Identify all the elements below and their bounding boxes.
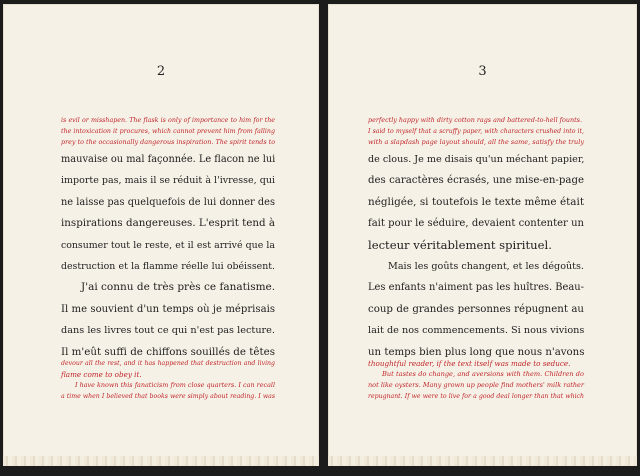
body-line: lait de nos commencements. Si nous vivions xyxy=(368,325,585,337)
right-body-text xyxy=(368,149,584,363)
body-line: négligée, si toutefois le texte même était xyxy=(368,195,584,208)
body-line: ne laisse pas quelquefois de lui donner des xyxy=(61,196,275,208)
translation-line: I have known this fanaticism from close quarters. I can recall xyxy=(75,381,275,389)
body-line: Il m'eût suffi de chiffons souillés de têtes xyxy=(61,345,275,358)
body-line: consumer tout le reste, et il est arrivé que la xyxy=(61,239,275,251)
right-page xyxy=(328,4,637,466)
left-page xyxy=(3,4,319,466)
body-line: importe pas, mais il se réduit à l'ivresse, qui xyxy=(61,175,275,187)
body-line: Mais les goûts changent, et les dégoûts. xyxy=(388,261,584,273)
body-line: Les enfants n'aiment pas les huîtres. Beau- xyxy=(368,282,584,294)
translation-line: not like oysters. Many grown up people find mothers' milk rather xyxy=(368,381,584,389)
page-number-left: 2 xyxy=(156,64,166,79)
translation-line: a time when I believed that books were simply about reading. I was xyxy=(61,393,275,400)
left-body-text xyxy=(61,149,275,363)
translation-line: thoughtful reader, if the text itself was made to seduce. xyxy=(368,359,571,368)
translation-line: perfectly happy with dirty cotton rags and battered-to-hell founts. xyxy=(368,116,582,124)
body-line: Il me souvient d'un temps où je méprisais xyxy=(61,303,275,315)
body-line: lecteur véritablement spirituel. xyxy=(368,237,552,252)
translation-line: the intoxication it procures, which cannot prevent him from falling xyxy=(61,128,275,135)
right-top-translation xyxy=(368,115,584,148)
body-line: coup de grandes personnes répugnent au xyxy=(368,303,584,315)
body-line: mauvaise ou mal façonnée. Le flacon ne lui xyxy=(61,154,276,165)
translation-line: devour all the rest, and it has happened that destruction and living xyxy=(61,360,275,367)
page-number-right: 3 xyxy=(478,64,487,79)
body-line: destruction et la flamme réelle lui obéissent. xyxy=(61,261,275,273)
left-top-translation xyxy=(61,115,275,148)
right-bottom-translation xyxy=(368,358,584,402)
body-line: J'ai connu de très près ce fanatisme. xyxy=(81,281,276,294)
translation-line: prey to the occasionally dangerous inspiration. The spirit tends to xyxy=(61,138,276,146)
body-line: dans les livres tout ce qui n'est pas lecture. xyxy=(61,325,275,337)
body-line: fait pour le séduire, devaient contenter un xyxy=(368,218,584,230)
body-line: de clous. Je me disais qu'un méchant papier, xyxy=(368,154,585,165)
translation-line: with a slapdash page layout should, all the same, satisfy the truly xyxy=(368,138,584,146)
body-line: des caractères écrasés, une mise-en-page xyxy=(368,175,584,187)
translation-line: I said to myself that a scruffy paper, with characters crushed into it, xyxy=(368,128,584,135)
body-line: un temps bien plus long que nous n'avons xyxy=(368,346,585,358)
translation-line: But tastes do change, and aversions with them. Children do xyxy=(382,370,584,378)
translation-line: flame come to obey it. xyxy=(61,370,142,379)
body-line: inspirations dangereuses. L'esprit tend à xyxy=(61,217,276,230)
translation-line: repugnant. If we were to live for a good deal longer than that which xyxy=(368,393,584,400)
translation-line: is evil or misshapen. The flask is only of importance to him for the xyxy=(61,117,275,124)
left-bottom-translation xyxy=(61,358,275,402)
